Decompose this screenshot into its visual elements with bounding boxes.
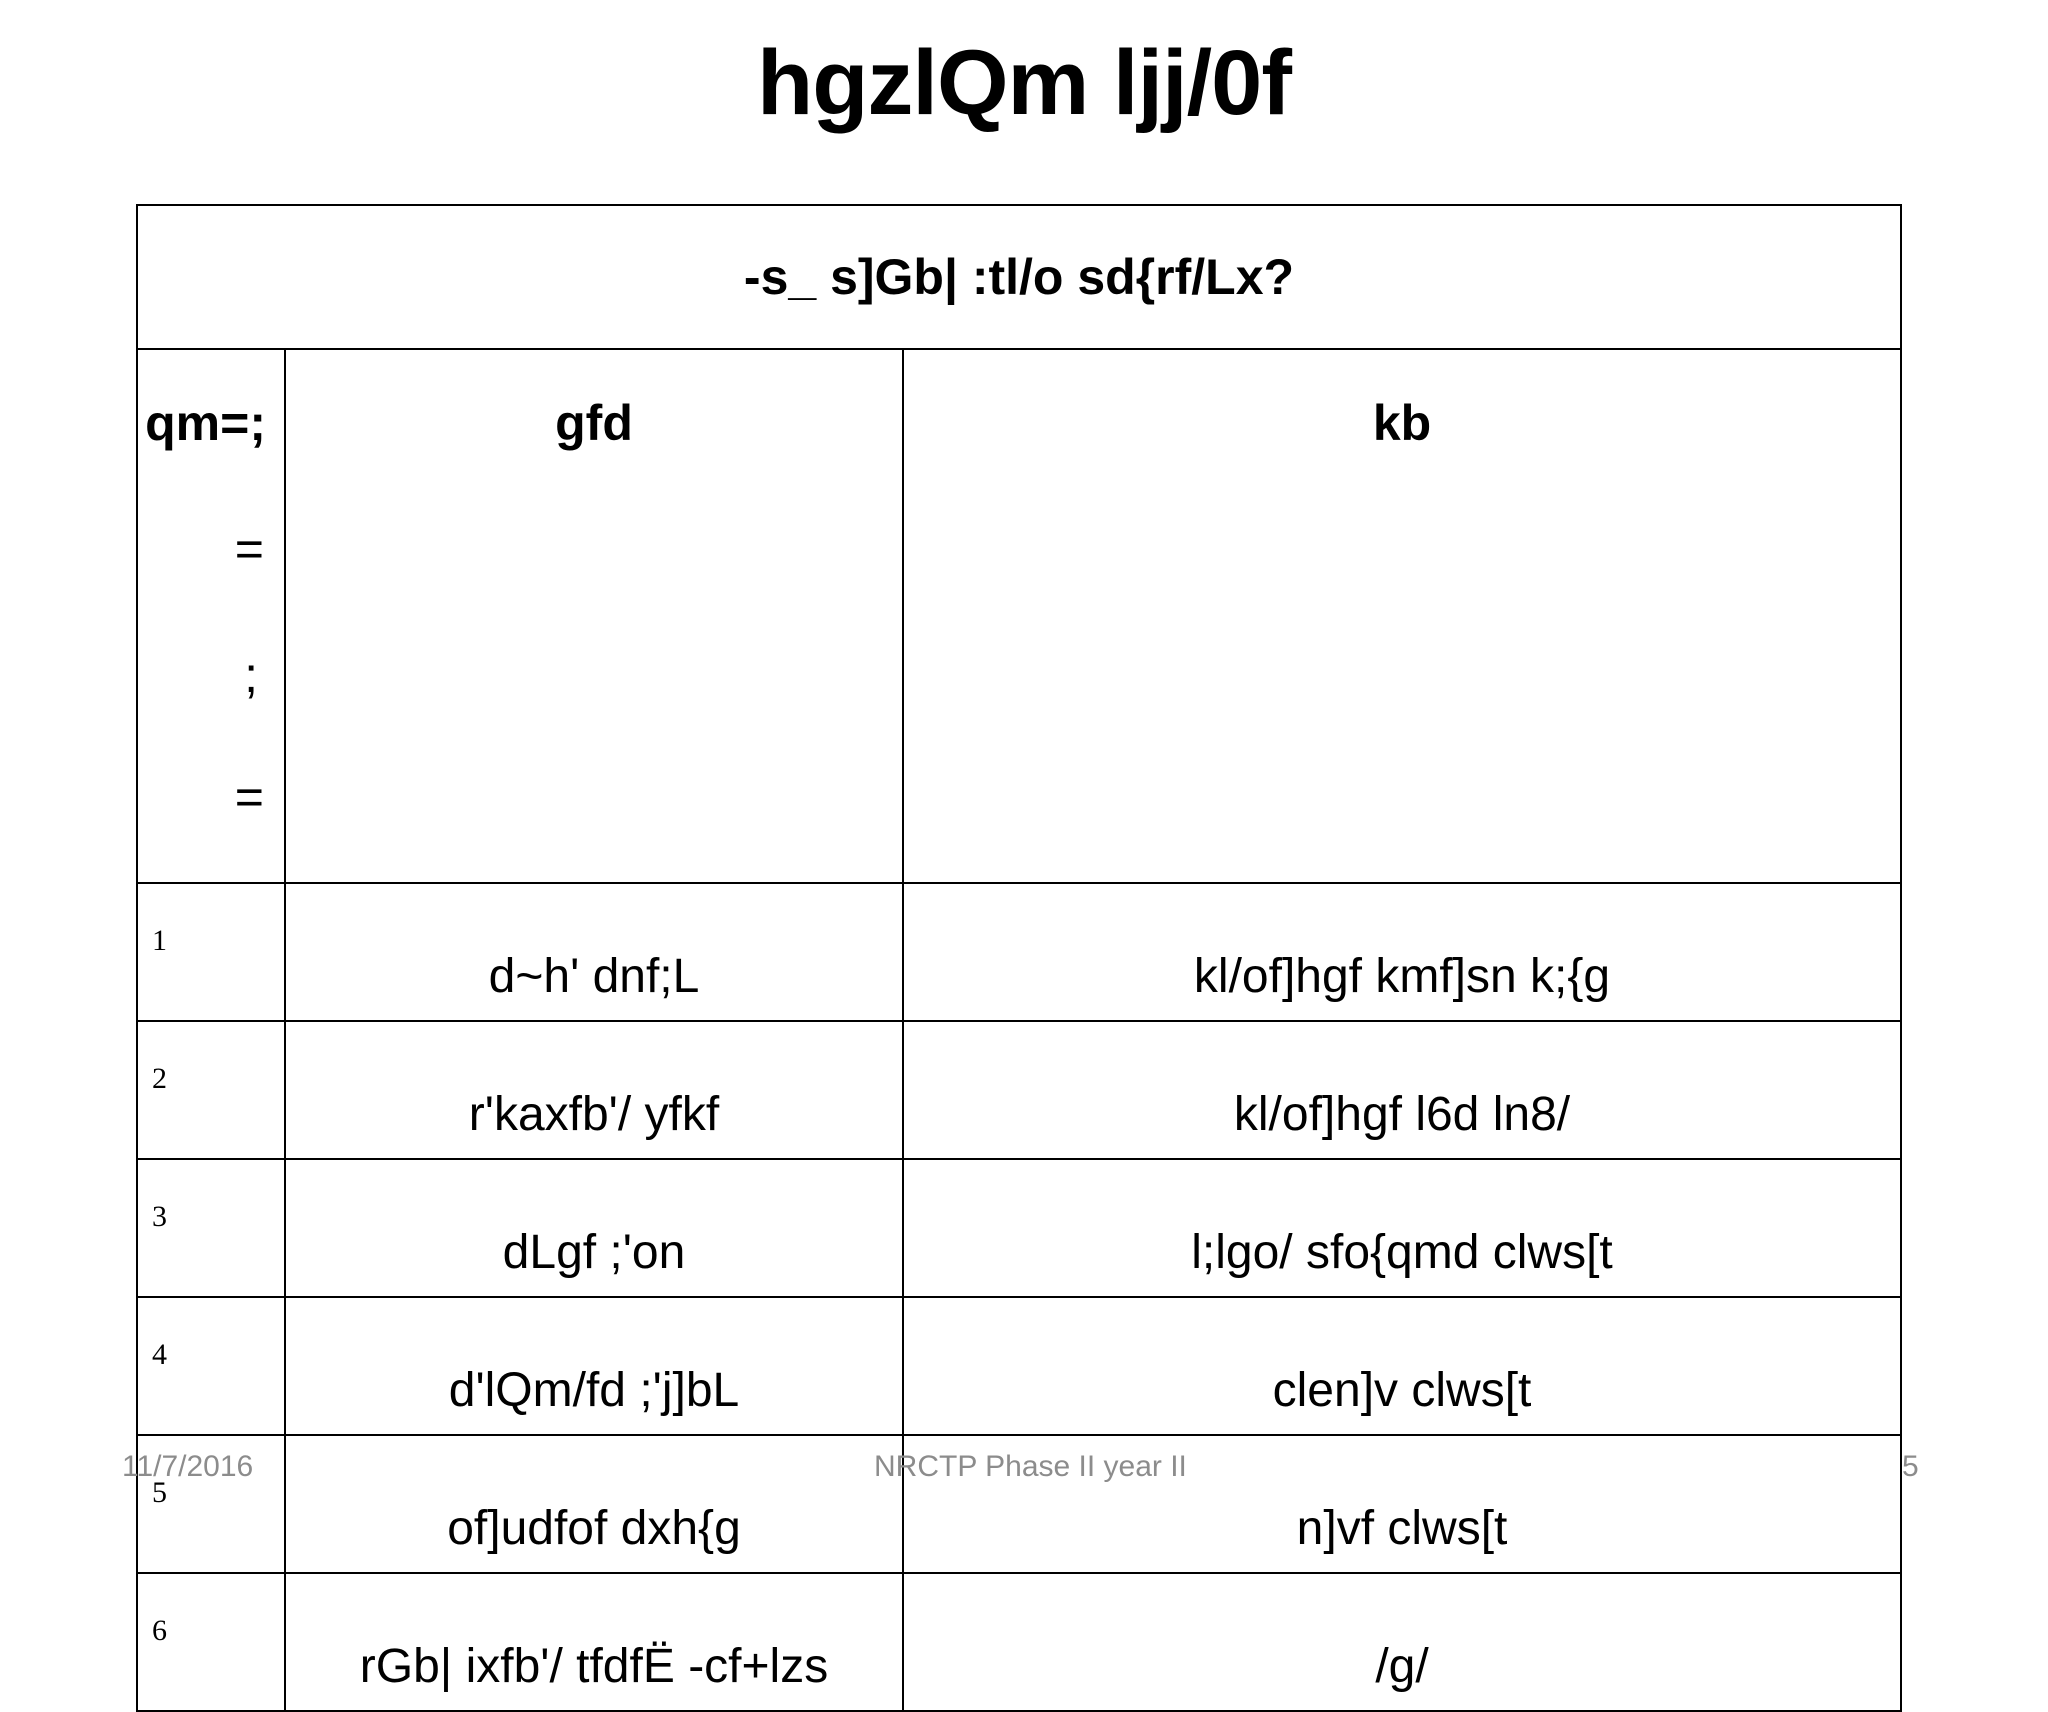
serial-number: 3 — [152, 1200, 167, 1233]
table-row — [137, 1159, 1901, 1297]
name-cell: d'lQm/fd ;'j]bL — [285, 1297, 903, 1435]
table-caption: -s_ s]Gb| :tl/o sd{rf/Lx? — [137, 205, 1901, 349]
member-table — [136, 204, 1902, 1712]
table-header-row — [137, 349, 1901, 883]
post-cell: kl/of]hgf l6d ln8/ — [903, 1021, 1901, 1159]
table-row — [137, 1021, 1901, 1159]
post-cell: n]vf clws[t — [903, 1435, 1901, 1573]
serial-cell — [137, 883, 285, 1021]
header-serial-continuation: = — [234, 521, 264, 577]
name-cell: of]udfof dxh{g — [285, 1435, 903, 1573]
serial-cell — [137, 1021, 285, 1159]
serial-number: 4 — [152, 1338, 167, 1371]
serial-number: 1 — [152, 924, 167, 957]
post-cell: clen]v clws[t — [903, 1297, 1901, 1435]
header-serial-continuation: ; — [244, 647, 258, 703]
member-table-area — [136, 204, 1900, 1693]
serial-number: 5 — [152, 1476, 167, 1509]
header-serial-continuation: = — [234, 769, 264, 825]
footer-center-text: NRCTP Phase II year II — [874, 1450, 1187, 1483]
footer-date: 11/7/2016 — [122, 1450, 254, 1483]
footer-page-number: 5 — [1902, 1450, 1919, 1483]
header-serial-label: qm=; — [145, 395, 266, 451]
serial-number: 6 — [152, 1614, 167, 1647]
table-caption-row — [137, 205, 1901, 349]
table-row — [137, 1573, 1901, 1711]
name-cell: dLgf ;'on — [285, 1159, 903, 1297]
slide-title: hgzlQm ljj/0f — [757, 32, 1291, 134]
serial-cell — [137, 1159, 285, 1297]
post-cell: kl/of]hgf kmf]sn k;{g — [903, 883, 1901, 1021]
post-cell: l;lgo/ sfo{qmd clws[t — [903, 1159, 1901, 1297]
table-row — [137, 1297, 1901, 1435]
name-cell: d~h' dnf;L — [285, 883, 903, 1021]
table-row — [137, 883, 1901, 1021]
header-post: kb — [903, 349, 1901, 883]
header-serial-number — [137, 349, 285, 883]
name-cell: r'kaxfb'/ yfkf — [285, 1021, 903, 1159]
serial-cell — [137, 1573, 285, 1711]
name-cell: rGb| ixfb'/ tfdfË -cf+lzs — [285, 1573, 903, 1711]
post-cell: /g/ — [903, 1573, 1901, 1711]
header-name: gfd — [285, 349, 903, 883]
serial-cell — [137, 1297, 285, 1435]
serial-number: 2 — [152, 1062, 167, 1095]
